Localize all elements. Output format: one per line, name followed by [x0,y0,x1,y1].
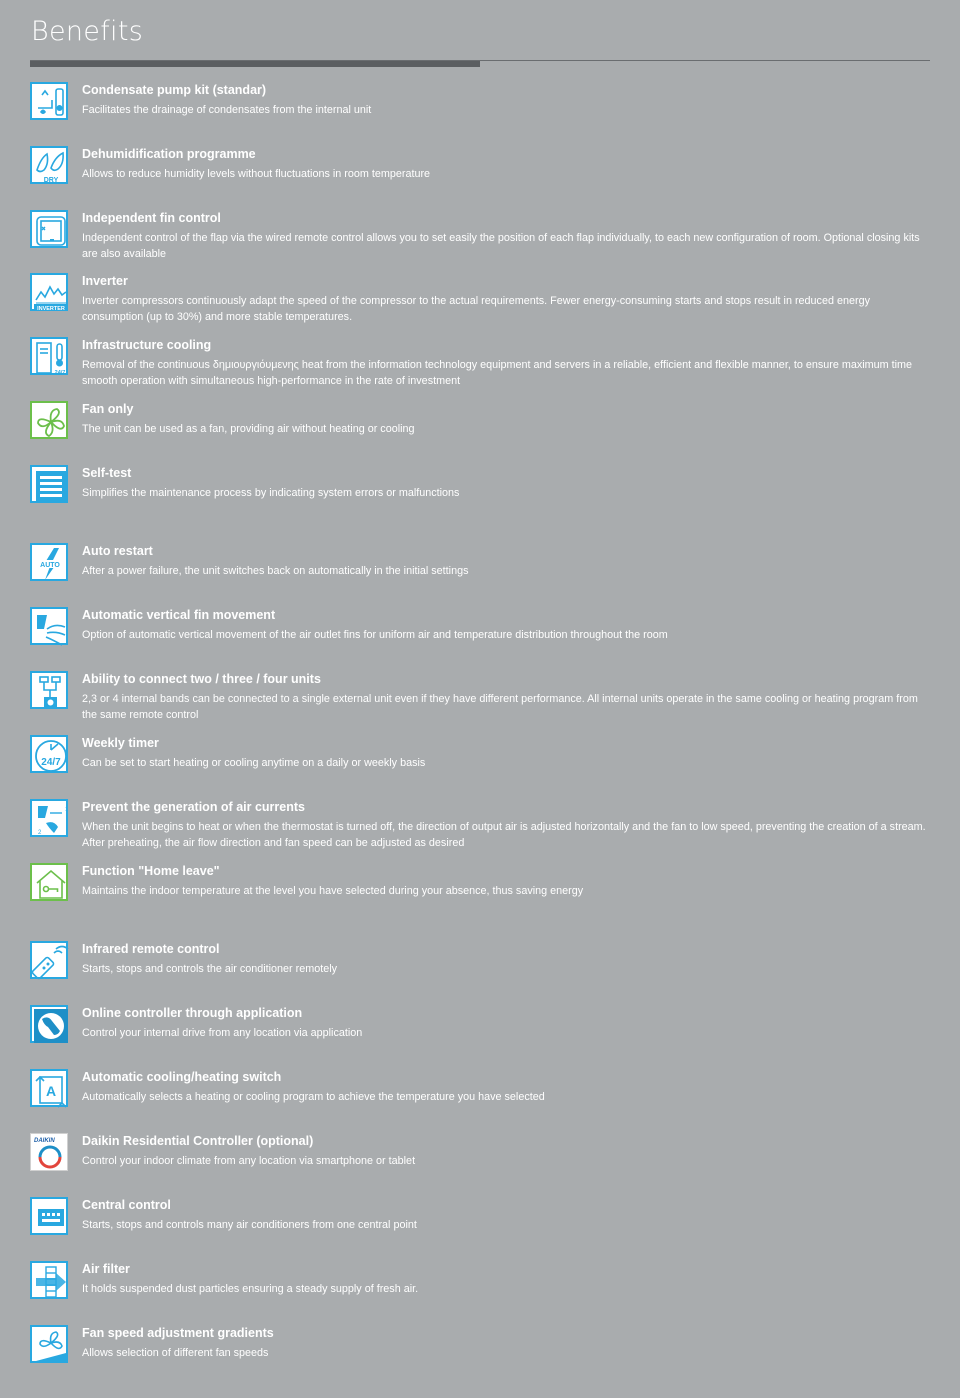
benefit-description: Inverter compressors continuously adapt the speed of the compressor to the actual requirements. Fewer energy-consuming starts and stops result in reduced energy consumption (up to 30%) and more stable temperatures. [82,295,870,323]
fin-control-icon [30,210,68,248]
auto-restart-icon [30,543,68,581]
fan-speed-icon [30,1325,68,1363]
daikin-controller-icon [30,1133,68,1171]
benefit-description: Allows to reduce humidity levels without fluctuations in room temperature [82,168,431,180]
auto-mode-icon [30,1069,68,1107]
dry-mode-icon [30,146,68,184]
benefit-description: It holds suspended dust particles ensuring a steady supply of fresh air. [82,1283,419,1295]
infrastructure-cooling-icon [30,337,68,375]
title-underline-accent [30,61,480,67]
svg-text:DAIKIN: DAIKIN [34,1138,55,1144]
benefit-title: Function "Home leave" [82,864,220,878]
online-controller-icon [30,1005,68,1043]
remote-control-icon [30,941,68,979]
benefit-description: Starts, stops and controls the air conditioner remotely [82,963,338,975]
svg-text:A: A [45,1083,57,1099]
benefit-description: Can be set to start heating or cooling anytime on a daily or weekly basis [82,757,426,769]
benefit-description: Maintains the indoor temperature at the level you have selected during your absence, thus saving energy [82,885,584,897]
benefit-description: When the unit begins to heat or when the thermostat is turned off, the direction of output air is adjusted horizontally and the fan to low speed, preventing the creation of a stream. After preheating, the air flow direction and fan speed can be adjusted as desired [82,821,926,849]
draft-prevention-icon [30,799,68,837]
central-control-icon [30,1197,68,1235]
air-filter-icon [30,1261,68,1299]
benefit-description: Option of automatic vertical movement of the air outlet fins for uniform air and temperature distribution throughout the room [82,629,668,641]
benefit-description: Independent control of the flap via the wired remote control allows you to set easily the position of each flap individually, to each new configuration of room. Optional closing kits are also available [82,232,920,260]
benefit-description: The unit can be used as a fan, providing air without heating or cooling [82,423,415,435]
benefit-description: Removal of the continuous δημιουργιόυμενης heat from the information technology equipment and servers in a reliable, efficient and flexible manner, to ensure maximum time smooth operation with simultaneous high-performance in the rate of investment [82,359,913,387]
benefit-description: After a power failure, the unit switches back on automatically in the initial settings [82,565,469,577]
benefit-description: Facilitates the drainage of condensates from the internal unit [82,104,372,116]
fan-icon [30,401,68,439]
benefit-description: Simplifies the maintenance process by indicating system errors or malfunctions [82,487,460,499]
page-title: Benefits [31,16,144,47]
svg-text:1: 1 [65,807,69,813]
benefit-title: Weekly timer [82,736,159,750]
self-test-icon [30,465,68,503]
benefit-description: Control your indoor climate from any location via smartphone or tablet [82,1155,416,1167]
benefit-description: Starts, stops and controls many air conditioners from one central point [82,1219,417,1231]
benefit-description: 2,3 or 4 internal bands can be connected to a single external unit even if they have different performance. All internal units operate in the same cooling or heating program from the same remote control [82,693,918,721]
benefit-title: Air filter [82,1262,130,1276]
benefit-title: Automatic vertical fin movement [82,608,276,622]
benefit-title: Automatic cooling/heating switch [82,1070,282,1084]
benefit-description: Automatically selects a heating or cooling program to achieve the temperature you have selected [82,1091,545,1103]
home-leave-icon [30,863,68,901]
multi-unit-icon [30,671,68,709]
benefit-title: Online controller through application [82,1006,303,1020]
weekly-timer-icon [30,735,68,773]
benefit-title: Fan speed adjustment gradients [82,1326,274,1340]
benefit-title: Inverter [82,274,128,288]
benefit-title: Auto restart [82,544,153,558]
benefit-description: Allows selection of different fan speeds [82,1347,269,1359]
benefit-title: Infrastructure cooling [82,338,212,352]
svg-text:24/7: 24/7 [54,370,66,376]
vertical-swing-icon [30,607,68,645]
benefit-title: Dehumidification programme [82,147,256,161]
benefit-title: Condensate pump kit (standar) [82,83,267,97]
svg-text:INVERTER: INVERTER [37,306,65,312]
benefit-title: Daikin Residential Controller (optional) [82,1134,314,1148]
benefit-title: Fan only [82,402,134,416]
inverter-icon [30,273,68,311]
svg-text:DRY: DRY [43,177,59,184]
svg-text:AUTO: AUTO [40,562,60,569]
svg-text:2: 2 [38,830,42,836]
benefit-title: Infrared remote control [82,942,220,956]
benefit-title: Independent fin control [82,211,221,225]
benefit-description: Control your internal drive from any location via application [82,1027,363,1039]
benefit-title: Prevent the generation of air currents [82,800,305,814]
benefit-title: Ability to connect two / three / four units [82,672,321,686]
benefit-title: Self-test [82,466,132,480]
condensate-pump-icon [30,82,68,120]
svg-text:24/7: 24/7 [41,757,61,768]
benefit-title: Central control [82,1198,171,1212]
